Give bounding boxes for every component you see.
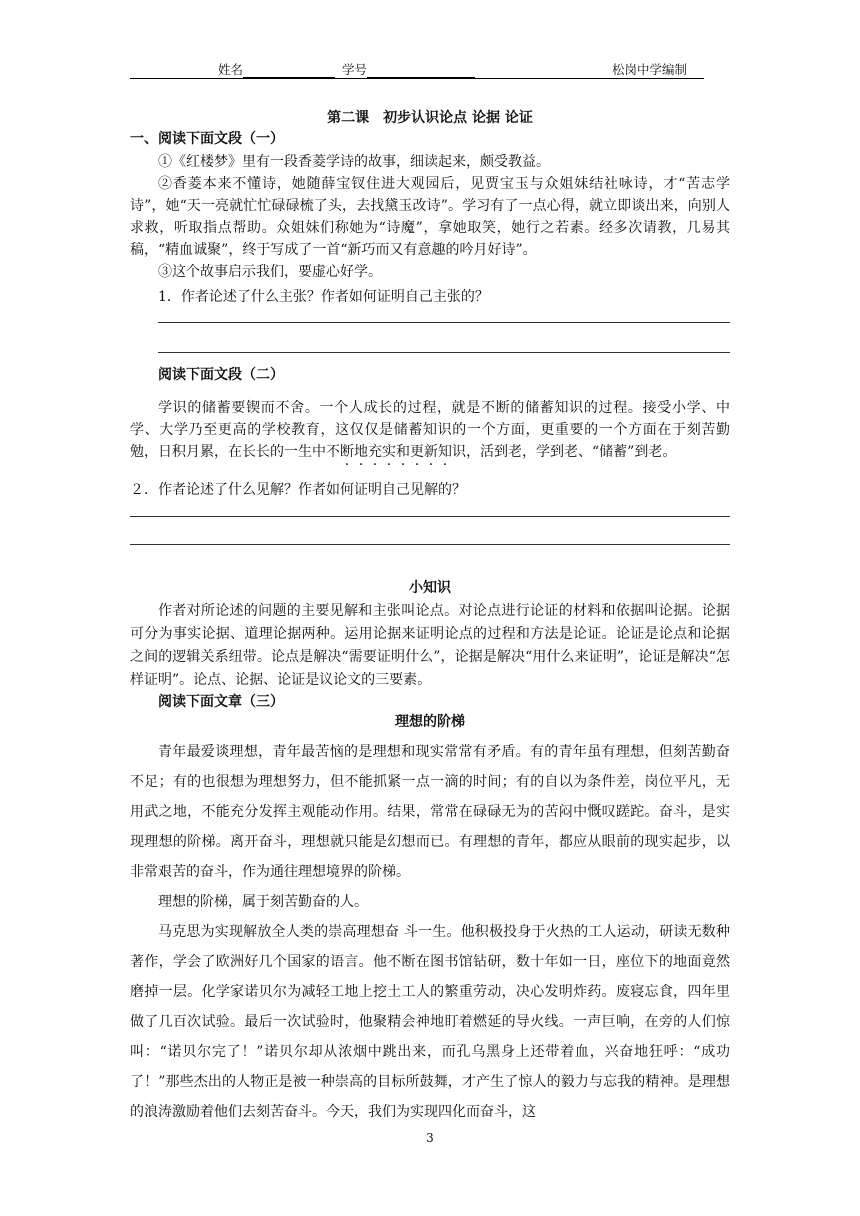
- answer-line: [130, 544, 730, 545]
- section2-paragraph: [130, 397, 730, 463]
- header-rule: [130, 78, 704, 79]
- page-header: [130, 58, 704, 80]
- section1-passage: [130, 151, 730, 283]
- knowledge-paragraph: 作者对所论述的问题的主要见解和主张叫论点。对论点进行论证的材料和依据叫论据。论据可分为事实论据、道理论据两种。运用论据来证明论点的过程和方法是论证。论证是论点和论据之间的逻辑关系纽带。论点是解决“需要证明什么”，论据是解决“用什么来证明”，论证是解决“怎样证明”。论点、论据、论证是议论文的三要素。: [130, 603, 730, 688]
- knowledge-heading: 小知识: [409, 580, 451, 596]
- knowledge-text: [130, 600, 730, 692]
- name-label: 姓名: [218, 62, 244, 77]
- lesson-title: 第二课 初步认识论点 论据 论证: [327, 110, 533, 126]
- question-1: 1．作者论述了什么主张？作者如何证明自己主张的？: [158, 289, 489, 305]
- student-id-label: 学号: [342, 62, 368, 77]
- section2-text-a: 学识的储蓄要锲而不舍。一个人成长的过程，就是不断的储蓄知识的过程。接受小学、中学、大学乃至更高的学校教育，这仅仅是储蓄知识的一个方面，更重要的一个方面在于刻苦勤勉，日积月累，在长长的一生中: [130, 400, 730, 460]
- name-blank: [243, 64, 335, 78]
- section2-text-b: 知识，活到老，学到老、“储蓄”到老。: [438, 444, 677, 460]
- article-paragraph-2: 理想的阶梯，属于刻苦勤奋的人。: [158, 894, 368, 910]
- section1-heading: 一、阅读下面文段（一）: [130, 131, 284, 147]
- student-id-blank: [367, 64, 475, 78]
- answer-line: [158, 352, 730, 353]
- section3-heading: 阅读下面文章（三）: [158, 694, 284, 710]
- answer-line: [158, 322, 730, 323]
- section1-paragraph-2: ②香菱本来不懂诗，她随薛宝钗住进大观园后，见贾宝玉与众姐妹结社咏诗，才“苦志学诗”，她“天一亮就忙忙碌碌梳了头，去找黛玉改诗”。学习有了一点心得，就立即谈出来，向别人求救，听取指点帮助。众姐妹们称她为“诗魔”，拿她取笑，她行之若素。经多次请教，几易其稿，“精血诚聚”，终于写成了一首“新巧而又有意趣的吟月好诗”。: [130, 176, 730, 258]
- question-2: ２．作者论述了什么见解？作者如何证明自己见解的？: [130, 482, 466, 498]
- emphasis-character: 充: [368, 444, 382, 460]
- article-paragraph-3: 马克思为实现解放全人类的崇高理想奋 斗一生。他积极投身于火热的工人运动，研读无数种著作，学会了欧洲好几个国家的语言。他不断在图书馆钻研，数十年如一日，座位下的地面竟然磨掉一层。化学家诺贝尔为减轻工地上挖土工人的繁重劳动，决心发明炸药。废寝忘食，四年里做了几百次试验。最后一次试验时，他聚精会神地盯着燃延的导火线。一声巨响，在旁的人们惊叫：“诺贝尔完了！”诺贝尔却从浓烟中跳出来，而孔乌黑身上还带着血，兴奋地狂呼：“成功了！”那些杰出的人物正是被一种崇高的目标所鼓舞，才产生了惊人的毅力与忘我的精神。是理想的浪涛激励着他们去刻苦奋斗。今天，我们为实现四化而奋斗，这: [130, 924, 730, 1120]
- emphasis-character: 实: [382, 444, 396, 460]
- emphasis-character: 不: [326, 444, 340, 460]
- name-field: [218, 60, 335, 78]
- emphasis-character: 新: [424, 444, 438, 460]
- emphasis-character: 和: [396, 444, 410, 460]
- emphasis-character: 断: [340, 444, 354, 460]
- section1-paragraph-1: ①《红楼梦》里有一段香菱学诗的故事，细读起来，颇受教益。: [158, 154, 550, 170]
- emphasis-character: 更: [410, 444, 424, 460]
- school-name: 松岗中学编制: [612, 62, 688, 77]
- article-paragraph-1: 青年最爱谈理想，青年最苦恼的是理想和现实常常有矛盾。有的青年虽有理想，但刻苦勤奋不足；有的也很想为理想努力，但不能抓紧一点一滴的时间；有的自以为条件差，岗位平凡，无用武之地，不能充分发挥主观能动作用。结果，常常在碌碌无为的苦闷中慨叹蹉跎。奋斗，是实现理想的阶梯。离开奋斗，理想就只能是幻想而已。有理想的青年，都应从眼前的现实起步，以非常艰苦的奋斗，作为通往理想境界的阶梯。: [130, 744, 730, 880]
- section1-paragraph-3: ③这个故事启示我们，要虚心好学。: [158, 264, 382, 280]
- page-number: 3: [426, 1131, 434, 1145]
- student-id-field: [342, 60, 475, 78]
- section2-passage: [130, 397, 730, 463]
- article-body: [130, 737, 730, 1127]
- emphasis-character: 地: [354, 444, 368, 460]
- section2-heading: 阅读下面文段（二）: [158, 367, 284, 383]
- article-title: 理想的阶梯: [395, 714, 465, 730]
- answer-line: [130, 516, 730, 517]
- section2-dotted-phrase: [326, 444, 438, 460]
